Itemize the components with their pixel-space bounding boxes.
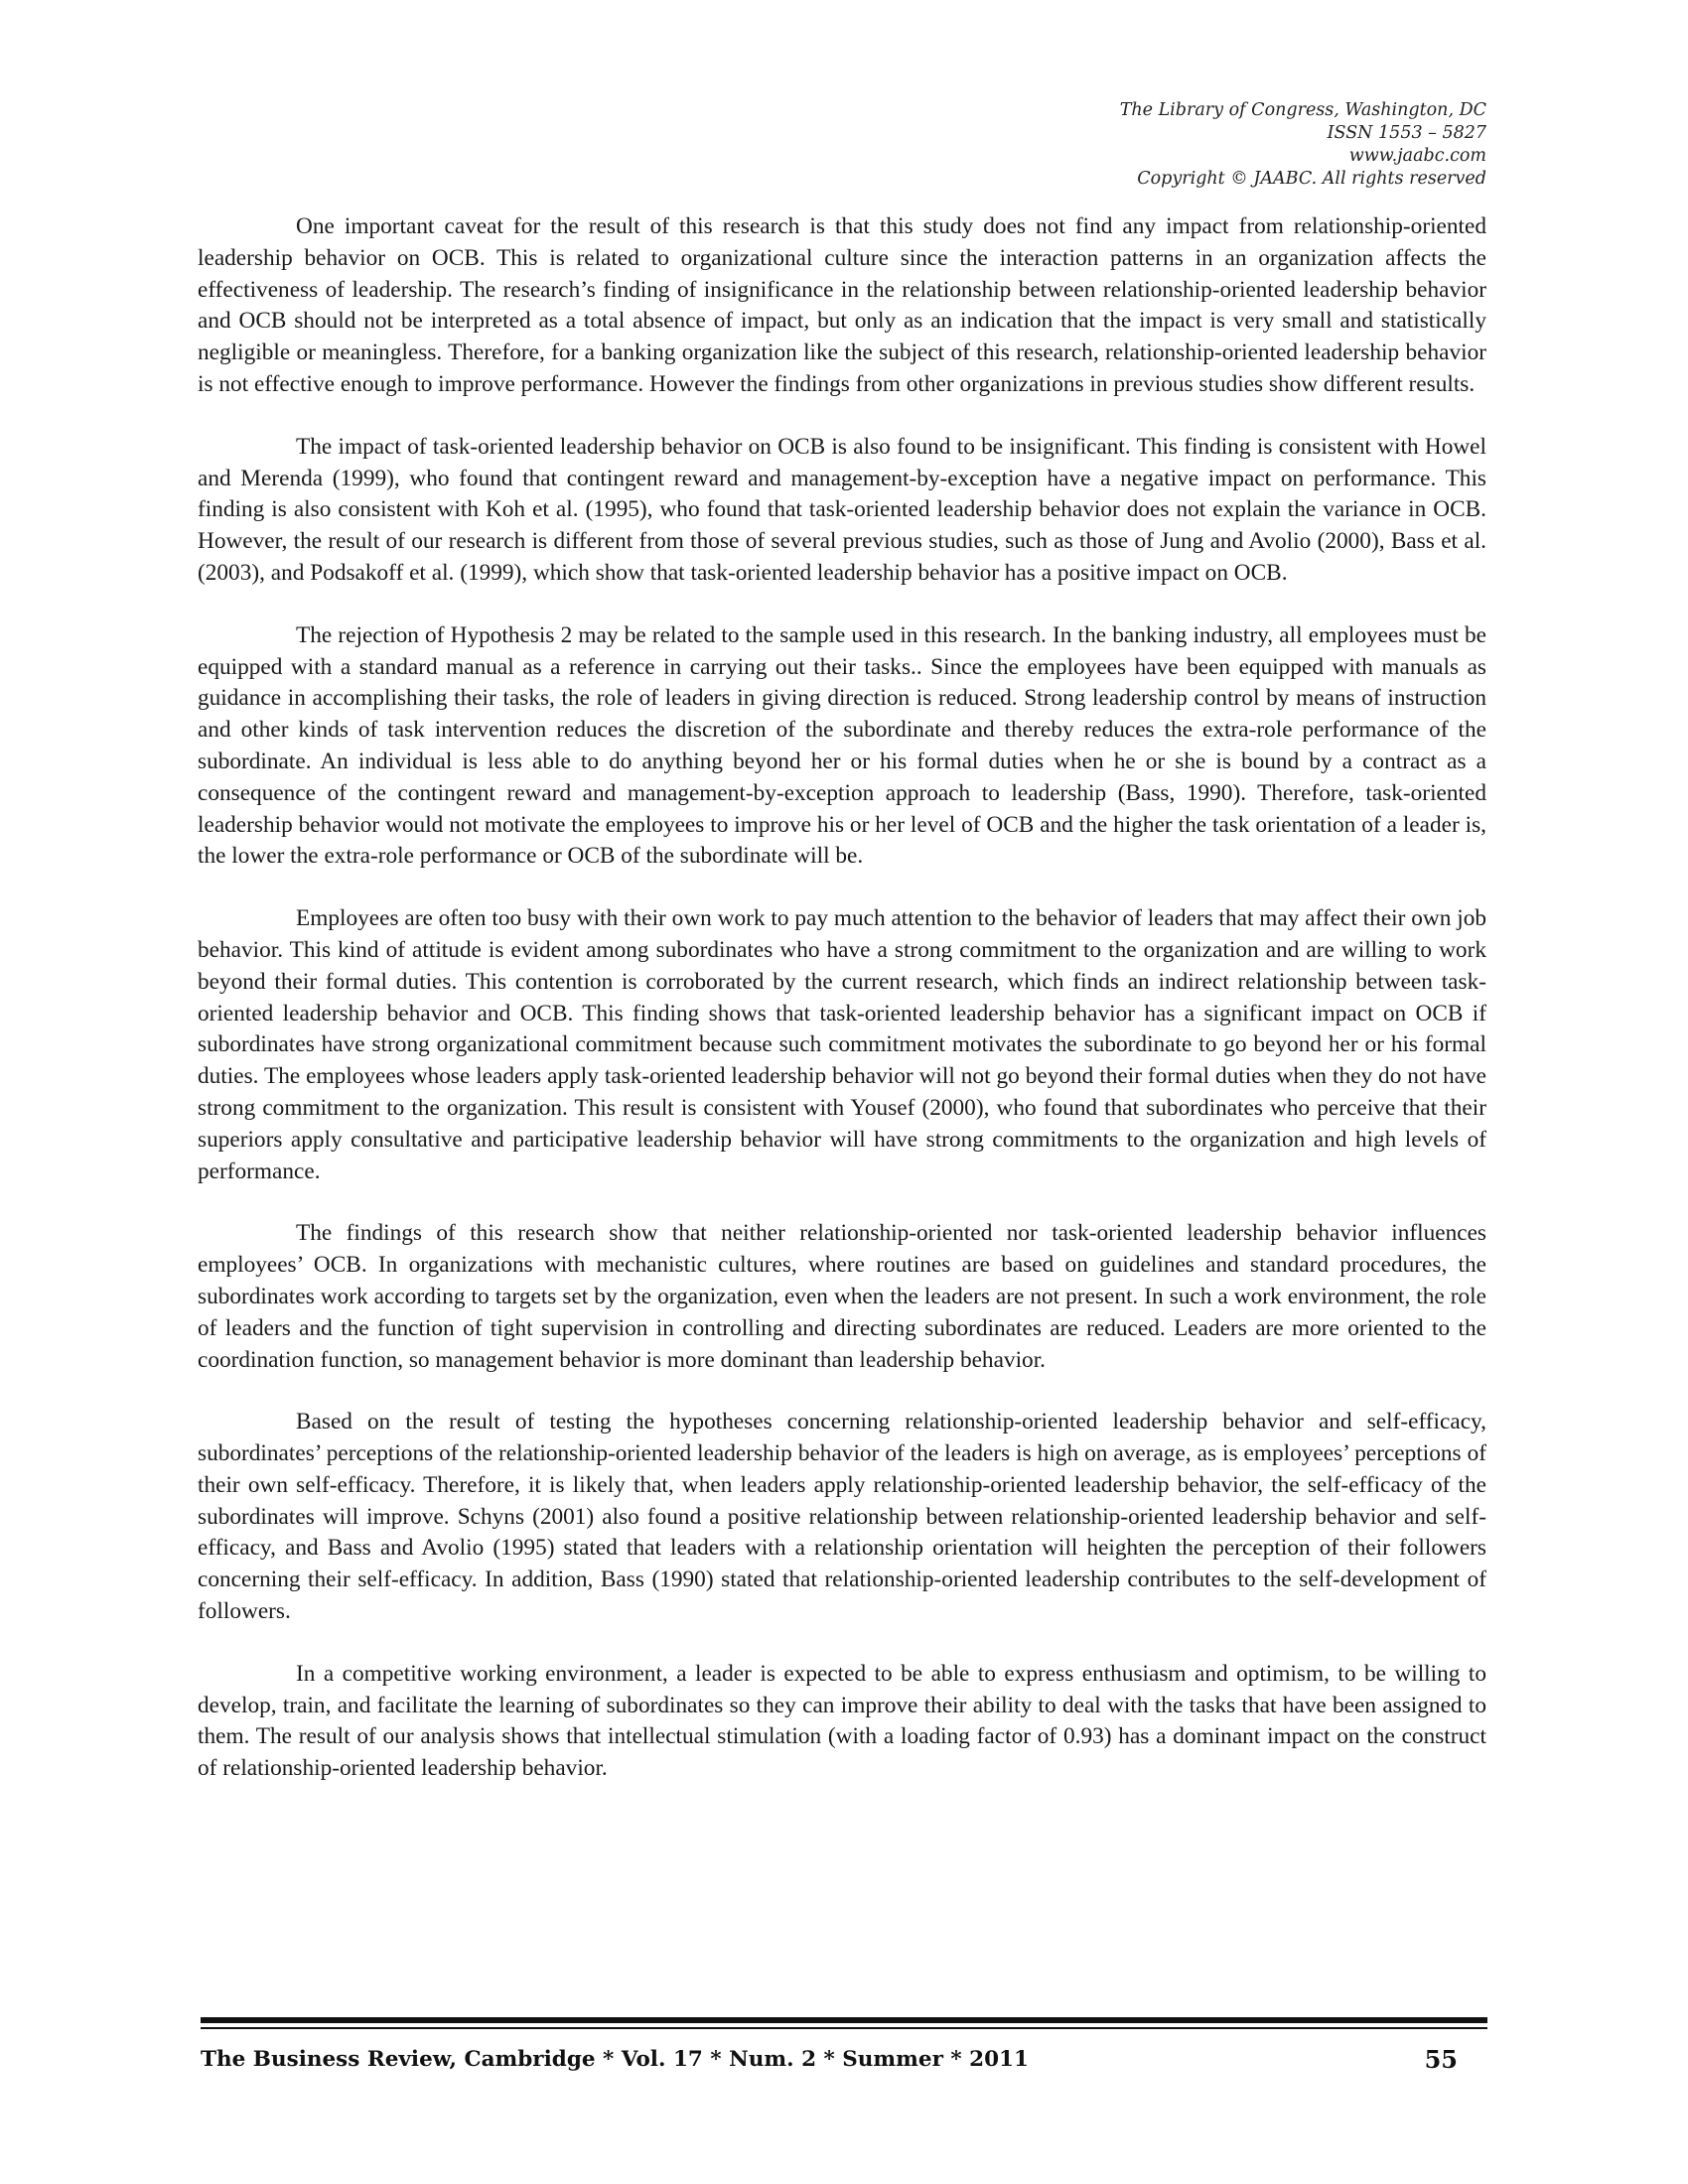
paragraph-6: Based on the result of testing the hypotheses concerning relationship-oriented leadership behavior and self-efficacy, subordinates’ perceptions of the relationship-oriented leadership behavior of the leaders is high on average, as is employees’ perceptions of their own self-efficacy. Therefore, it is likely that, when leaders apply relationship-oriented leadership behavior, the self-efficacy of the subordinates will improve. Schyns (2001) also found a positive relationship between relationship-oriented leadership behavior and self-efficacy, and Bass and Avolio (1995) stated that leaders with a relationship orientation will heighten the perception of their followers concerning their self-efficacy. In addition, Bass (1990) stated that relationship-oriented leadership contributes to the self-development of followers. (198, 1409, 1486, 1625)
article-body (198, 211, 1486, 1785)
paragraph-7: In a competitive working environment, a leader is expected to be able to express enthusiasm and optimism, to be willing to develop, train, and facilitate the learning of subordinates so they can improve their ability to deal with the tasks that have been assigned to them. The result of our analysis shows that intellectual stimulation (with a loading factor of 0.93) has a dominant impact on the construct of relationship-oriented leadership behavior. (198, 1660, 1486, 1782)
page-number: 55 (1424, 2045, 1458, 2074)
paragraph-4: Employees are often too busy with their own work to pay much attention to the behavior of leaders that may affect their own job behavior. This kind of attitude is evident among subordinates who have a strong commitment to the organization and are willing to work beyond their formal duties. This contention is corroborated by the current research, which finds an indirect relationship between task-oriented leadership behavior and OCB. This finding shows that task-oriented leadership behavior has a significant impact on OCB if subordinates have strong organizational commitment because such commitment motivates the subordinate to go beyond her or his formal duties. The employees whose leaders apply task-oriented leadership behavior will not go beyond their formal duties when they do not have strong commitment to the organization. This result is consistent with Yousef (2000), who found that subordinates who perceive that their superiors apply consultative and participative leadership behavior will have strong commitments to the organization and high levels of performance. (198, 905, 1486, 1184)
paragraph-1: One important caveat for the result of this research is that this study does not find any impact from relationship-oriented leadership behavior on OCB. This is related to organizational culture since the interaction patterns in an organization affects the effectiveness of leadership. The research’s finding of insignificance in the relationship between relationship-oriented leadership behavior and OCB should not be interpreted as a total absence of impact, but only as an indication that the impact is very small and statistically negligible or meaningless. Therefore, for a banking organization like the subject of this research, relationship-oriented leadership behavior is not effective enough to improve performance. However the findings from other organizations in previous studies show different results. (198, 213, 1486, 397)
footer-rule-thin (201, 2027, 1487, 2029)
footer-journal-citation: The Business Review, Cambridge * Vol. 17 * Num. 2 * Summer * 2011 (201, 2047, 1029, 2072)
header-website-line: www.jaabc.com (1348, 146, 1486, 166)
header-copyright-line: Copyright © JAABC. All rights reserved (1137, 169, 1486, 189)
paragraph-5: The findings of this research show that neither relationship-oriented nor task-oriented leadership behavior influences employees’ OCB. In organizations with mechanistic cultures, where routines are based on guidelines and standard procedures, the subordinates work according to targets set by the organization, even when the leaders are not present. In such a work environment, the role of leaders and the function of tight supervision in controlling and directing subordinates are reduced. Leaders are more oriented to the coordination function, so management behavior is more dominant than leadership behavior. (198, 1220, 1486, 1373)
footer-rule-thick (201, 2017, 1487, 2023)
journal-header (791, 99, 1486, 191)
header-issn-line: ISSN 1553 – 5827 (1327, 123, 1486, 143)
paragraph-2: The impact of task-oriented leadership behavior on OCB is also found to be insignificant. This finding is consistent with Howel and Merenda (1999), who found that contingent reward and management-by-exception have a negative impact on performance. This finding is also consistent with Koh et al. (1995), who found that task-oriented leadership behavior does not explain the variance in OCB. However, the result of our research is different from those of several previous studies, such as those of Jung and Avolio (2000), Bass et al. (2003), and Podsakoff et al. (1999), which show that task-oriented leadership behavior has a positive impact on OCB. (198, 433, 1486, 586)
header-library-line: The Library of Congress, Washington, DC (1119, 100, 1486, 120)
paragraph-3: The rejection of Hypothesis 2 may be related to the sample used in this research. In the banking industry, all employees must be equipped with a standard manual as a reference in carrying out their tasks.. Since the employees have been equipped with manuals as guidance in accomplishing their tasks, the role of leaders in giving direction is reduced. Strong leadership control by means of instruction and other kinds of task intervention reduces the discretion of the subordinate and thereby reduces the extra-role performance of the subordinate. An individual is less able to do anything beyond her or his formal duties when he or she is bound by a contract as a consequence of the contingent reward and management-by-exception approach to leadership (Bass, 1990). Therefore, task-oriented leadership behavior would not motivate the employees to improve his or her level of OCB and the higher the task orientation of a leader is, the lower the extra-role performance or OCB of the subordinate will be. (198, 621, 1486, 870)
